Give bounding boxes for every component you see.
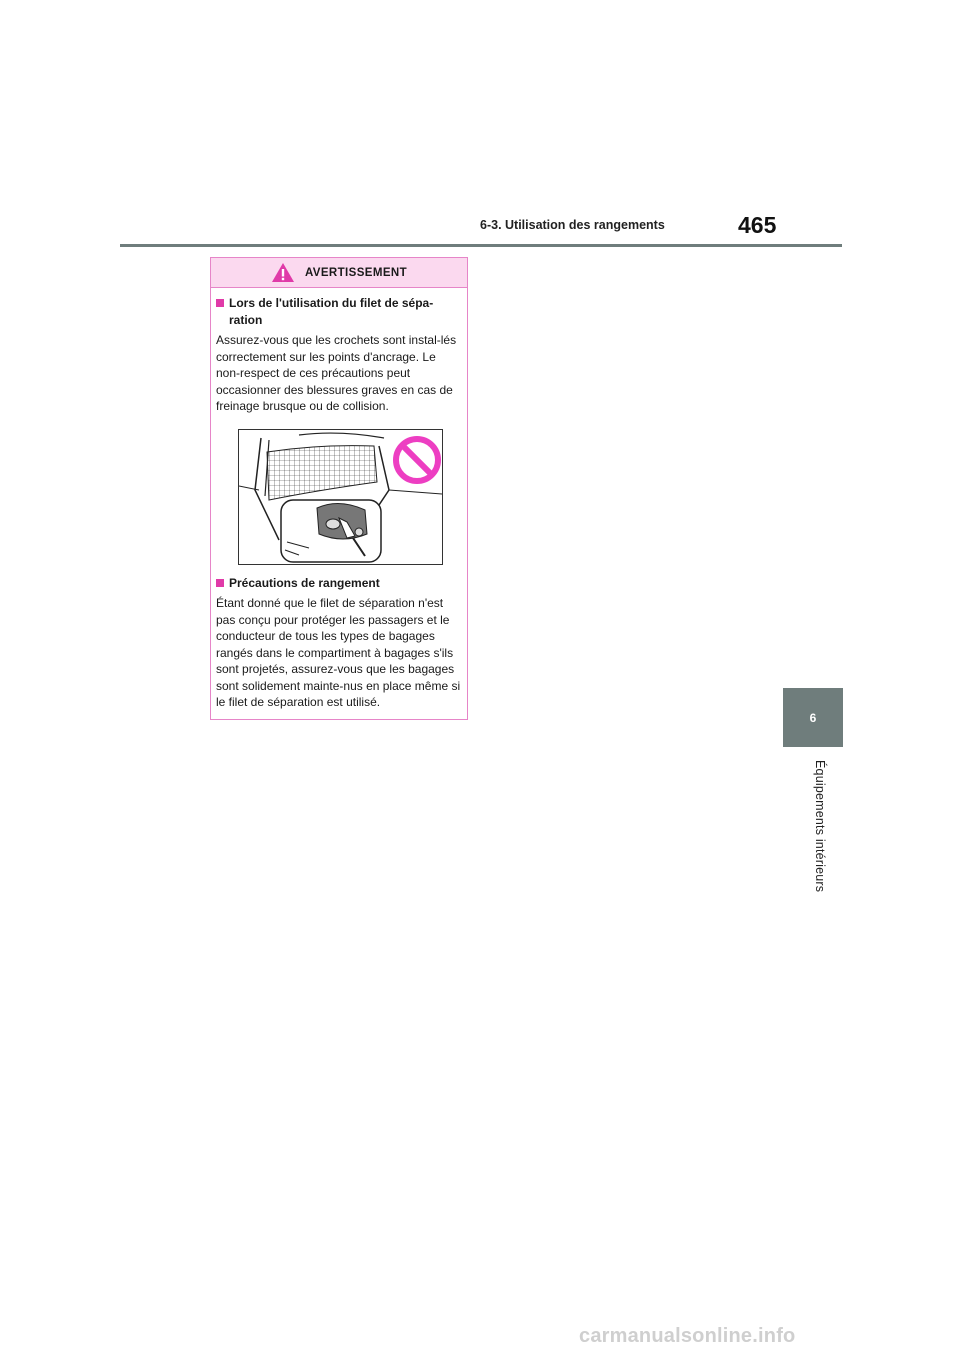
net-hook-drawing bbox=[239, 430, 442, 564]
section-title: 6-3. Utilisation des rangements bbox=[480, 218, 665, 232]
separation-net-illustration bbox=[238, 429, 443, 565]
section2-heading: Précautions de rangement bbox=[229, 575, 380, 590]
section2-heading-row bbox=[216, 575, 462, 592]
chapter-label: Équipements intérieurs bbox=[813, 760, 827, 893]
section2-text: Étant donné que le filet de séparation n'est pas conçu pour protéger les passagers et le conducteur de tous les types de bagages rangés dans le compartiment à bagages s'ils sont projetés, assurez-vous que les bagages sont solidement mainte-nus en place même si le filet de séparation est utilisé. bbox=[216, 596, 461, 709]
page-number: 465 bbox=[738, 212, 777, 238]
warning-title: AVERTISSEMENT bbox=[304, 266, 408, 279]
chapter-tab bbox=[783, 688, 843, 747]
warning-body bbox=[211, 288, 467, 711]
prohibition-icon bbox=[396, 439, 438, 481]
header-rule bbox=[120, 244, 842, 247]
section1-heading-row bbox=[216, 295, 462, 328]
section1-text: Assurez-vous que les crochets sont instal-lés correctement sur les points d'ancrage. Le non-respect de ces précautions peut occasionner des blessures graves en cas de freinage brusque ou de collision. bbox=[216, 333, 457, 413]
warning-triangle-icon bbox=[271, 262, 295, 283]
section1-heading: Lors de l'utilisation du filet de sépa-ration bbox=[229, 296, 434, 327]
bullet-square-icon bbox=[216, 579, 224, 587]
watermark: carmanualsonline.info bbox=[579, 1325, 796, 1347]
warning-header bbox=[211, 258, 467, 288]
chapter-number: 6 bbox=[809, 710, 817, 725]
warning-box bbox=[210, 257, 468, 720]
bullet-square-icon bbox=[216, 299, 224, 307]
